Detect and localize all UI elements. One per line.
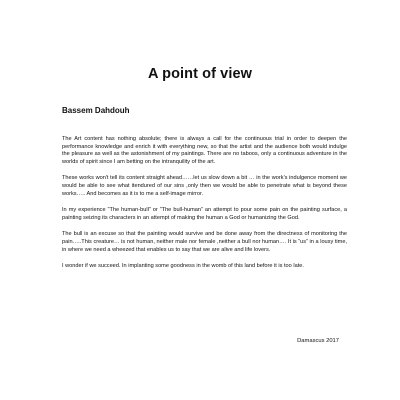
- body-text: [62, 136, 347, 280]
- paragraph: I wonder if we succeed. In implanting some goodness in the womb of this land before it is too late.: [62, 263, 304, 270]
- paragraph: These works won't tell its content straight ahead……let us slow down a bit … in the work's indulgence moment we would be able to see what itendured of our sins ,only then we would be able to penetrate what is beyond these works….. And becomes as it is to me a self-image mirror.: [62, 175, 347, 197]
- paragraph: The Art content has nothing absolute; there is always a call for the continuous trial in order to deepen the performance knowledge and enrich it with everything new, so that the artist and the audience both would indulge the pleasure as well as the astonishment of my paintings. There are no taboos, only a continuous adventure in the worlds of spirit since I am betting on the intranquility of the art.: [62, 136, 347, 165]
- place-date-signoff: Damascus 2017: [297, 338, 339, 344]
- author-name: Bassem Dahdouh: [62, 106, 130, 115]
- document-title: A point of view: [147, 66, 253, 82]
- paragraph: In my experience “The human-bull” or “The bull-human” an attempt to pour some pain on the painting surface, a painting seizing its characters in an attempt of making the human a God or humanizing the God.: [62, 207, 347, 221]
- paragraph: The bull is an excuse so that the painting would survive and be done away from the directness of monitoring the pain…..This creature… is not human, neither male nor female ,neither a bull nor human…. It is “us” in a lousy time, in where we need a wheezed that enables us to say that we are alive and life lovers.: [62, 231, 347, 253]
